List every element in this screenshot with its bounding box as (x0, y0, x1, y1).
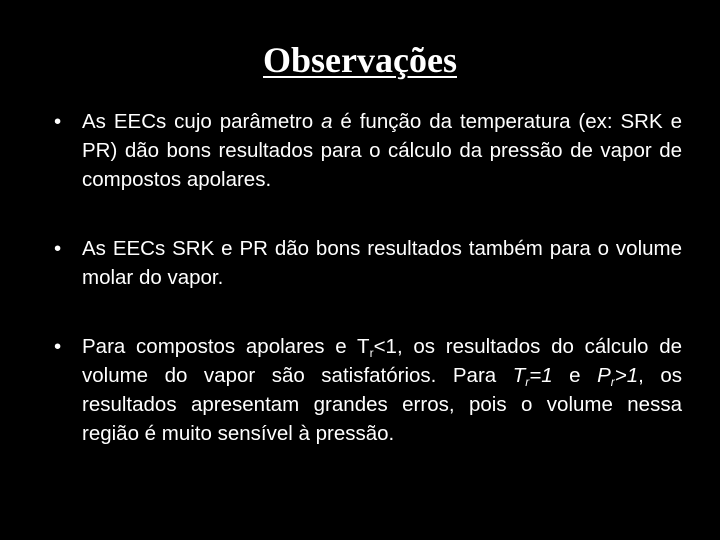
slide-title: Observações (263, 40, 457, 80)
bullet-1-text-start: As EECs cujo parâmetro (82, 110, 322, 133)
bullet-item-3 (54, 332, 682, 448)
bullet-icon: • (54, 110, 62, 133)
bullet-icon: • (54, 335, 62, 358)
bullet-icon: • (54, 237, 62, 260)
reduced-temperature-var: $T_r=1$ (512, 364, 553, 389)
subscript-r: r (610, 375, 615, 389)
bullet-3-text-part1: Para compostos apolares e T (82, 335, 370, 358)
bullet-3-text-part4: , os resultados apresentam grandes erros, pois o volume nessa região é muito sensível à pressão. (82, 364, 683, 445)
parameter-a: a (321, 110, 333, 133)
bullet-item-2 (54, 234, 682, 292)
bullet-3-text-part3: e (552, 364, 598, 387)
bullet-1-text-end: é função da temperatura (ex: SRK e PR) dão bons resultados para o cálculo da pressão de vapor de compostos apolares. (82, 110, 682, 191)
bullet-2-text: As EECs SRK e PR dão bons resultados também para o volume molar do vapor. (82, 237, 682, 289)
bullet-list (54, 107, 682, 448)
subscript-r: r (525, 375, 530, 389)
reduced-pressure-var: $P_r>1$ (597, 364, 639, 389)
bullet-item-1 (54, 107, 682, 194)
bullet-3-text-part2: <1, os resultados do cálculo de volume do vapor são satisfatórios. Para (82, 335, 682, 387)
subscript-r: r (369, 346, 374, 360)
